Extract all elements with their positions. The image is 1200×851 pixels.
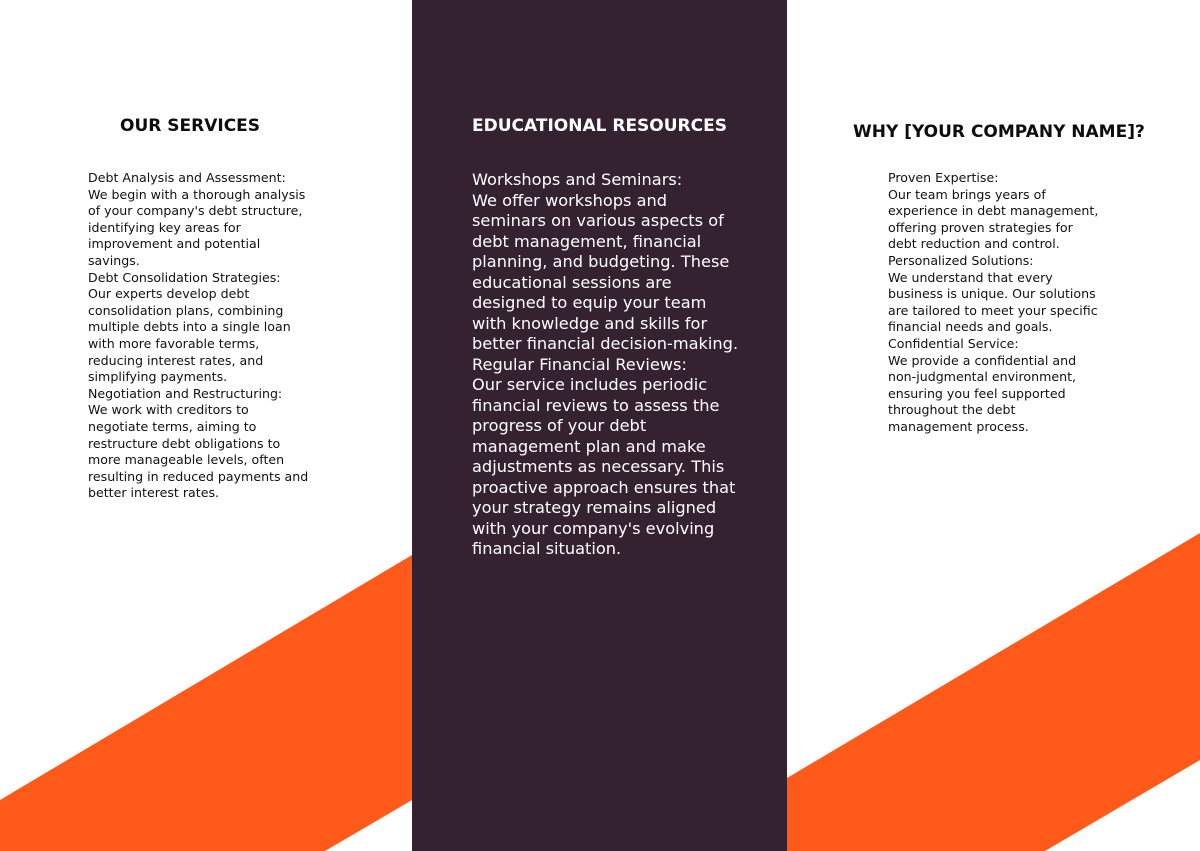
service-heading: Debt Consolidation Strategies: bbox=[88, 269, 281, 285]
services-title: OUR SERVICES bbox=[120, 116, 261, 136]
services-list bbox=[88, 170, 310, 502]
education-panel bbox=[412, 0, 787, 851]
education-heading: Workshops and Seminars: bbox=[472, 170, 683, 189]
orange-stripe-shape bbox=[0, 555, 412, 851]
why-title: WHY [YOUR COMPANY NAME]? bbox=[853, 122, 1145, 142]
service-heading: Negotiation and Restructuring: bbox=[88, 385, 283, 401]
why-description: Our team brings years of experience in debt management, offering proven strategies for debt reduction and control. bbox=[888, 186, 1099, 252]
education-title: EDUCATIONAL RESOURCES bbox=[472, 116, 727, 136]
education-description: Our service includes periodic financial reviews to assess the progress of your debt management plan and make adjustments as necessary. This proactive approach ensures that your strategy remains aligned with your company's evolving financial situation. bbox=[472, 375, 736, 558]
orange-stripe-shape bbox=[787, 533, 1200, 851]
education-description: We offer workshops and seminars on various aspects of debt management, financial planning, and budgeting. These educational sessions are designed to equip your team with knowledge and skills for better financial decision-making. bbox=[472, 190, 739, 353]
why-heading: Proven Expertise: bbox=[888, 170, 999, 185]
service-description: Our experts develop debt consolidation plans, combining multiple debts into a single loan with more favorable terms, reducing interest rates, and simplifying payments. bbox=[88, 286, 291, 385]
why-heading: Confidential Service: bbox=[888, 335, 1019, 351]
service-description: We begin with a thorough analysis of your company's debt structure, identifying key areas for improvement and potential savings. bbox=[88, 186, 306, 268]
why-heading: Personalized Solutions: bbox=[888, 252, 1034, 268]
why-panel bbox=[787, 0, 1200, 851]
service-heading: Debt Analysis and Assessment: bbox=[88, 170, 286, 185]
education-list bbox=[472, 170, 740, 560]
why-description: We provide a confidential and non-judgmental environment, ensuring you feel supported throughout the debt management process. bbox=[888, 352, 1077, 434]
why-list bbox=[888, 170, 1103, 436]
services-panel bbox=[0, 0, 412, 851]
why-description: We understand that every business is unique. Our solutions are tailored to meet your specific financial needs and goals. bbox=[888, 269, 1098, 335]
service-description: We work with creditors to negotiate terms, aiming to restructure debt obligations to more manageable levels, often resulting in reduced payments and better interest rates. bbox=[88, 402, 309, 501]
education-heading: Regular Financial Reviews: bbox=[472, 354, 687, 374]
